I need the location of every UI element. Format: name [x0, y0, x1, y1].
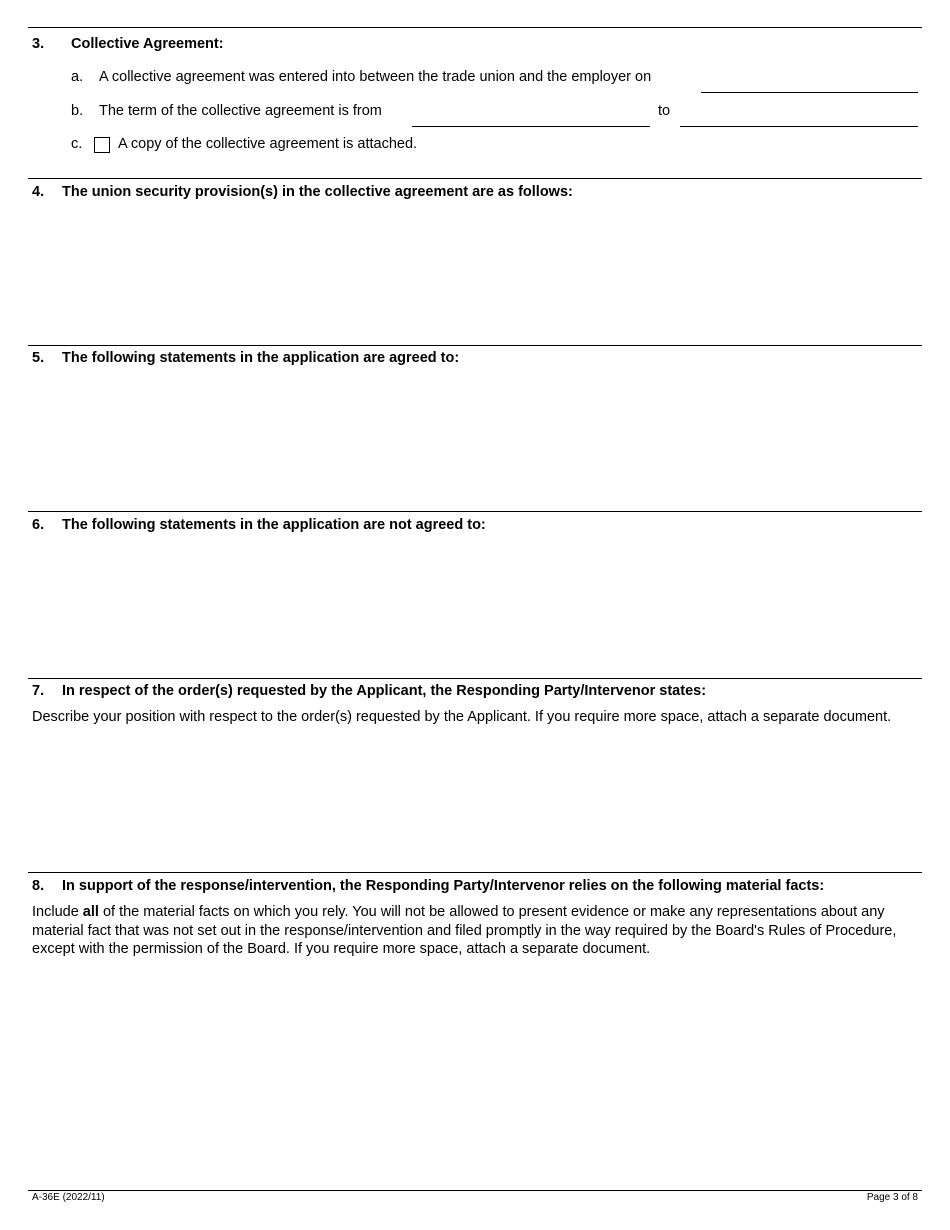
item-3b-letter: b.: [71, 103, 84, 119]
section-4-top-rule: [28, 178, 922, 179]
section-5-title: The following statements in the application are agreed to:: [62, 350, 460, 366]
section-6-title: The following statements in the application are not agreed to:: [62, 517, 486, 533]
section-7-response-area[interactable]: [28, 750, 922, 868]
section-3-top-rule: [28, 27, 922, 28]
section-4-title: The union security provision(s) in the collective agreement are as follows:: [62, 184, 573, 200]
section-8-response-area[interactable]: [28, 965, 922, 1185]
section-7-title: In respect of the order(s) requested by the Applicant, the Responding Party/Intervenor states:: [62, 683, 707, 699]
term-to-label: to: [658, 103, 671, 119]
term-from-field[interactable]: [412, 108, 650, 127]
item-3c-label: A copy of the collective agreement is attached.: [118, 136, 418, 152]
section-4-response-area[interactable]: [28, 204, 922, 342]
section-7-number: 7.: [32, 683, 45, 699]
form-code: A-36E (2022/11): [32, 1192, 105, 1203]
item-3a-label: A collective agreement was entered into between the trade union and the employer on: [99, 69, 652, 85]
section-8-number: 8.: [32, 878, 45, 894]
section-4-number: 4.: [32, 184, 45, 200]
item-3c-letter: c.: [71, 136, 83, 152]
item-3b-label: The term of the collective agreement is from: [99, 103, 382, 119]
section-7-instructions: Describe your position with respect to the order(s) requested by the Applicant. If you require more space, attach a separate document.: [32, 709, 892, 725]
section-3-number: 3.: [32, 36, 45, 52]
agreement-attached-checkbox[interactable]: [94, 137, 110, 153]
section-7-top-rule: [28, 678, 922, 679]
section-8-title: In support of the response/intervention, the Responding Party/Intervenor relies on the following material facts:: [62, 878, 825, 894]
section-8-instructions: [32, 903, 912, 959]
page-number: Page 3 of 8: [866, 1192, 918, 1203]
agreement-date-field[interactable]: [701, 74, 918, 93]
section-8-instructions-emphasis: all: [82, 904, 99, 920]
section-8-instructions-start: Include: [32, 904, 83, 920]
section-6-number: 6.: [32, 517, 45, 533]
section-8-top-rule: [28, 872, 922, 873]
footer-rule: [28, 1190, 922, 1191]
section-3-title: Collective Agreement:: [71, 36, 224, 52]
section-6-top-rule: [28, 511, 922, 512]
term-to-field[interactable]: [680, 108, 918, 127]
section-6-response-area[interactable]: [28, 537, 922, 675]
item-3a-letter: a.: [71, 69, 84, 85]
section-5-response-area[interactable]: [28, 370, 922, 508]
section-5-top-rule: [28, 345, 922, 346]
section-5-number: 5.: [32, 350, 45, 366]
section-8-instructions-rest: of the material facts on which you rely. You will not be allowed to present evidence or make any representations about any material fact that was not set out in the response/intervention and filed promptly in the way required by the Board's Rules of Procedure, except with the permission of the Board. If you require more space, attach a separate document.: [32, 904, 897, 957]
